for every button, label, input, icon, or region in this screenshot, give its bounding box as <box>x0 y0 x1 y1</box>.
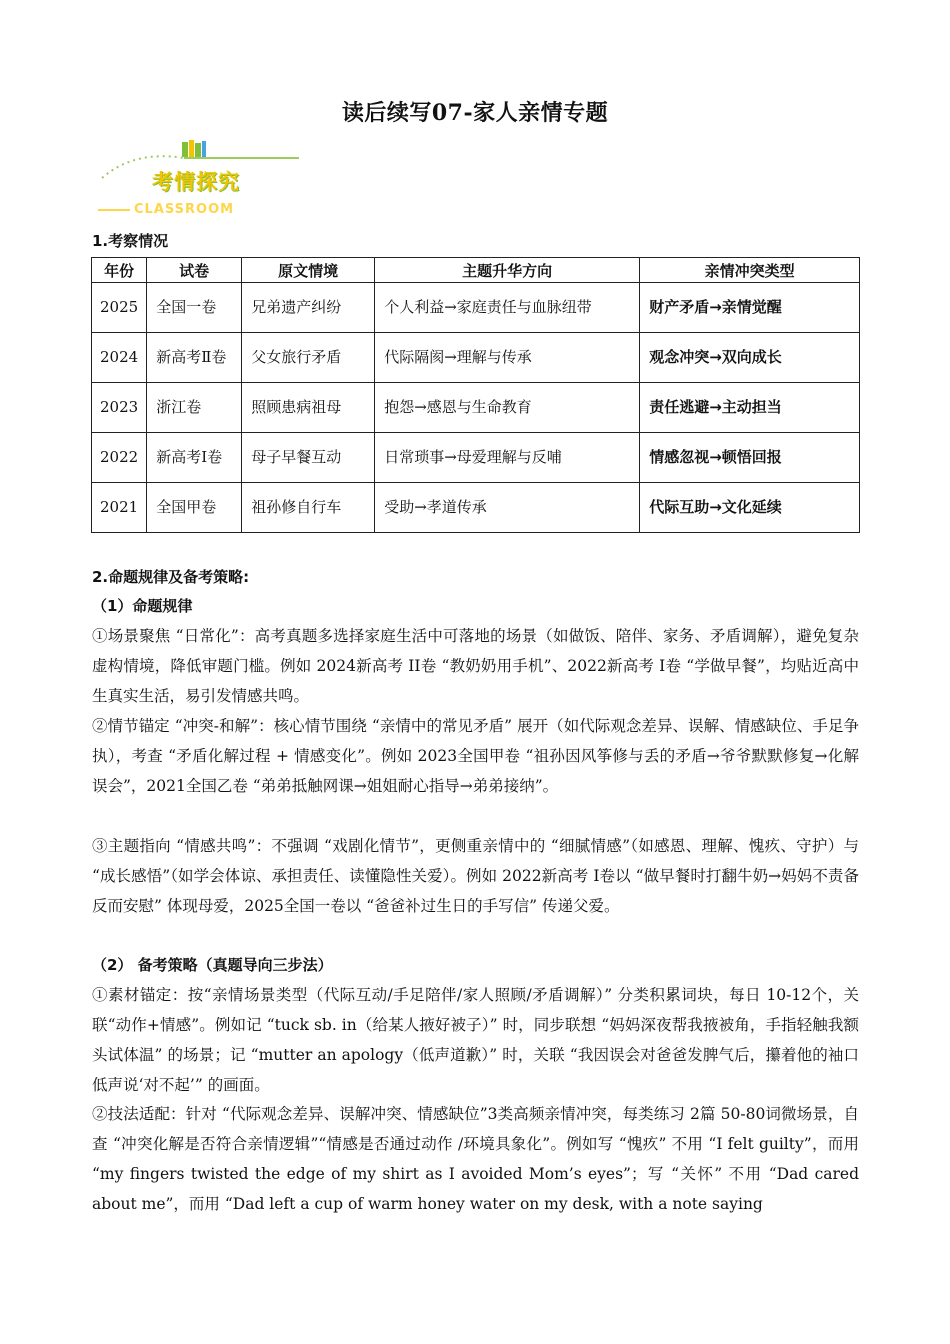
cell-paper: 浙江卷 <box>147 383 242 433</box>
cell-paper: 新高考Ⅱ卷 <box>147 333 242 383</box>
cell-context: 母子早餐互动 <box>242 433 375 483</box>
logo-subtitle: CLASSROOM <box>134 202 235 217</box>
table-row <box>92 283 860 333</box>
cell-conflict: 观念冲突→双向成长 <box>640 333 860 383</box>
cell-conflict: 代际互助→文化延续 <box>640 483 860 533</box>
cell-context: 祖孙修自行车 <box>242 483 375 533</box>
cell-conflict: 情感忽视→顿悟回报 <box>640 433 860 483</box>
cell-theme: 日常琐事→母爱理解与反哺 <box>375 433 640 483</box>
rules-paragraph-1: ①场景聚焦 “日常化”：高考真题多选择家庭生活中可落地的场景（如做饭、陪伴、家务、矛盾调解），避免复杂虚构情境，降低审题门槛。例如 2024新高考 II卷 “教奶奶用手机”、2022新高考 I卷 “学做早餐”，均贴近高中生真实生活，易引发情感共鸣。 <box>92 627 859 705</box>
col-header-theme: 主题升华方向 <box>375 258 640 283</box>
table-row <box>92 383 860 433</box>
page-title: 读后续写07-家人亲情专题 <box>341 100 609 126</box>
exam-table <box>91 257 860 533</box>
table-row <box>92 333 860 383</box>
table-header-row <box>92 258 860 283</box>
cell-conflict: 责任逃避→主动担当 <box>640 383 860 433</box>
cell-theme: 抱怨→感恩与生命教育 <box>375 383 640 433</box>
cell-context: 兄弟遗产纠纷 <box>242 283 375 333</box>
logo <box>94 136 304 222</box>
cell-context: 父女旅行矛盾 <box>242 333 375 383</box>
section-1-heading: 1.考察情况 <box>92 232 169 250</box>
cell-context: 照顾患病祖母 <box>242 383 375 433</box>
rules-heading: （1）命题规律 <box>92 597 193 615</box>
cell-year: 2025 <box>92 283 147 333</box>
strategy-paragraph-1: ①素材锚定：按“亲情场景类型（代际互动/手足陪伴/家人照顾/矛盾调解）” 分类积累词块，每日 10-12个，关联“动作+情感”。例如记 “tuck sb. in（给某人掖好被子）” 时，同步联想 “妈妈深夜帮我掖被角，手指轻触我额头试体温” 的场景；记 “mutter an apology（低声道歉）” 时，关联 “我因误会对爸爸发脾气后，攥着他的袖口低声说‘对不起’” 的画面。 <box>92 986 859 1094</box>
cell-conflict: 财产矛盾→亲情觉醒 <box>640 283 860 333</box>
col-header-year: 年份 <box>92 258 147 283</box>
cell-year: 2024 <box>92 333 147 383</box>
rules-paragraph-2: ②情节锚定 “冲突-和解”：核心情节围绕 “亲情中的常见矛盾” 展开（如代际观念差异、误解、情感缺位、手足争执），考查 “矛盾化解过程 + 情感变化”。例如 2023全国甲卷 “祖孙因风筝修与丢的矛盾→爷爷默默修复→化解误会”，2021全国乙卷 “弟弟抵触网课→姐姐耐心指导→弟弟接纳”。 <box>92 717 859 795</box>
cell-theme: 受助→孝道传承 <box>375 483 640 533</box>
cell-theme: 代际隔阂→理解与传承 <box>375 333 640 383</box>
cell-theme: 个人利益→家庭责任与血脉纽带 <box>375 283 640 333</box>
strategy-paragraph-2: ②技法适配：针对 “代际观念差异、误解冲突、情感缺位”3类高频亲情冲突，每类练习 2篇 50-80词微场景，自查 “冲突化解是否符合亲情逻辑”“情感是否通过动作 /环境具象化”。例如写 “愧疚” 不用 “I felt guilty”，而用 “my fingers twisted the edge of my shirt as I avoided Mom’s eyes”；写 “关怀” 不用 “Dad cared about me”，而用 “Dad left a cup of warm honey water on my desk, with a note saying <box>92 1105 859 1213</box>
col-header-paper: 试卷 <box>147 258 242 283</box>
logo-title: 考情探究 <box>152 170 240 194</box>
strategy-heading: （2） 备考策略（真题导向三步法） <box>92 956 333 974</box>
col-header-conflict: 亲情冲突类型 <box>640 258 860 283</box>
cell-year: 2023 <box>92 383 147 433</box>
cell-year: 2021 <box>92 483 147 533</box>
section-2-heading: 2.命题规律及备考策略: <box>92 568 250 586</box>
cell-year: 2022 <box>92 433 147 483</box>
cell-paper: 全国一卷 <box>147 283 242 333</box>
table-row <box>92 433 860 483</box>
col-header-context: 原文情境 <box>242 258 375 283</box>
cell-paper: 全国甲卷 <box>147 483 242 533</box>
cell-paper: 新高考Ⅰ卷 <box>147 433 242 483</box>
rules-paragraph-3: ③主题指向 “情感共鸣”：不强调 “戏剧化情节”，更侧重亲情中的 “细腻情感”（如感恩、理解、愧疚、守护）与 “成长感悟”（如学会体谅、承担责任、读懂隐性关爱）。例如 2022新高考 I卷以 “做早餐时打翻牛奶→妈妈不责备反而安慰” 体现母爱，2025全国一卷以 “爸爸补过生日的手写信” 传递父爱。 <box>92 837 859 915</box>
table-row <box>92 483 860 533</box>
